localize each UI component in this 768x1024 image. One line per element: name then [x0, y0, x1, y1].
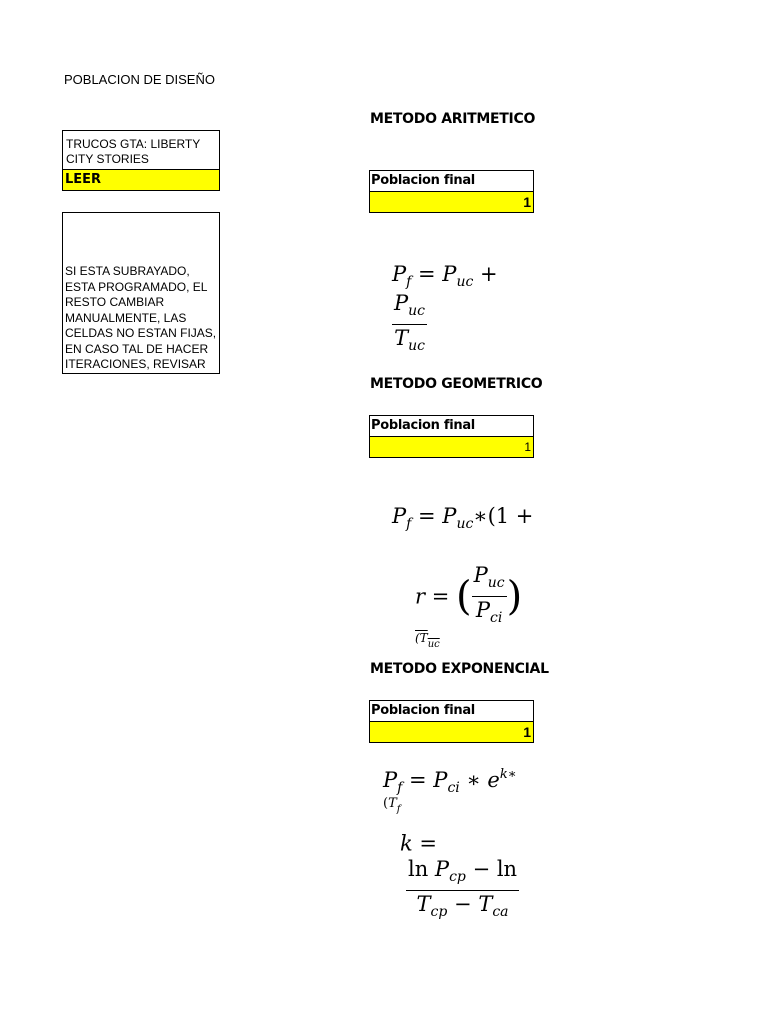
read-highlight-cell[interactable]: LEER — [63, 169, 219, 190]
geometric-formula: $P_f$ = $P_{uc}∗(1$ + — [392, 504, 534, 532]
note-box — [62, 212, 220, 374]
arithmetic-final-population-value[interactable]: 1 — [370, 191, 533, 212]
arithmetic-method-heading: METODO ARITMETICO — [370, 111, 536, 127]
exponential-method-heading: METODO EXPONENCIAL — [370, 661, 549, 677]
geometric-final-population-value[interactable]: 1 — [370, 436, 533, 457]
arithmetic-formula: $P_f = P_{uc}$ + $\frac{P_{uc}}{T_{uc}}$ — [392, 262, 498, 354]
arithmetic-table-header: Poblacion final — [371, 173, 475, 188]
exponential-final-population-table — [369, 700, 534, 743]
exponential-final-population-value[interactable]: 1 — [370, 721, 533, 742]
exponential-formula: $P_f = P_{ci}$ ∗ $e^{k∗ (T_f}$ — [383, 767, 517, 815]
exponential-rate-formula: k = $\frac{\ln P_{cp} - \ln}{T_{cp} - T_{ca}}$ — [400, 831, 518, 920]
geometric-final-population-table — [369, 415, 534, 458]
geometric-table-header: Poblacion final — [371, 418, 475, 433]
arithmetic-final-population-table — [369, 170, 534, 213]
geometric-method-heading: METODO GEOMETRICO — [370, 376, 543, 392]
tips-box — [62, 130, 220, 191]
geometric-rate-formula: r = ( $\frac{P_{uc}}{P_{ci}}$ )$^{(T_{uc}}$ — [415, 563, 523, 650]
note-text: SI ESTA SUBRAYADO, ESTA PROGRAMADO, EL RESTO CAMBIAR MANUALMENTE, LAS CELDAS NO ESTAN FIJAS, EN CASO TAL DE HACER ITERACIONES, REVISAR — [65, 264, 217, 371]
tips-text: TRUCOS GTA: LIBERTY CITY STORIES — [66, 137, 201, 166]
page-title: POBLACION DE DISEÑO — [64, 72, 215, 87]
exponential-table-header: Poblacion final — [371, 703, 475, 718]
